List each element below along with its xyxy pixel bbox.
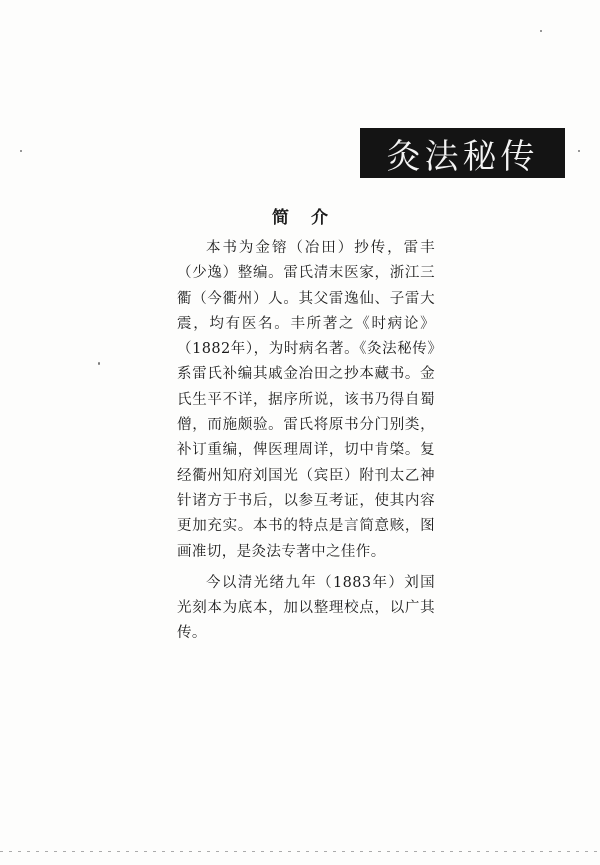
section-heading: 简介 bbox=[272, 208, 350, 228]
book-title-banner bbox=[360, 128, 565, 178]
scan-speck bbox=[20, 150, 22, 152]
introduction-paragraph: 今以清光绪九年（1883年）刘国光刻本为底本，加以整理校点，以广其传。 bbox=[177, 574, 435, 642]
scan-bottom-edge bbox=[0, 851, 600, 852]
introduction-paragraph: 本书为金镕（冶田）抄传，雷丰（少逸）整编。雷氏清末医家，浙江三衢（今衢州）人。其父雷逸仙、子雷大震，均有医名。丰所著之《时病论》（1882年），为时病名著。《灸法秘传》系雷氏补编其戚金冶田之抄本藏书。金氏生平不详，据序所说，该书乃得自蜀僧，而施颇验。雷氏将原书分门别类，补订重编，俾医理周详，切中肯棨。复经衢州知府刘国光（宾臣）附刊太乙神针诸方于书后，以参互考证，使其内容更加充实。本书的特点是言简意赅，图画准切，是灸法专著中之佳作。 bbox=[177, 240, 435, 560]
scan-speck bbox=[98, 362, 100, 365]
book-title: 灸法秘传 bbox=[386, 136, 539, 177]
introduction-body bbox=[177, 236, 435, 647]
scan-speck bbox=[540, 30, 542, 32]
scan-speck bbox=[578, 150, 580, 152]
